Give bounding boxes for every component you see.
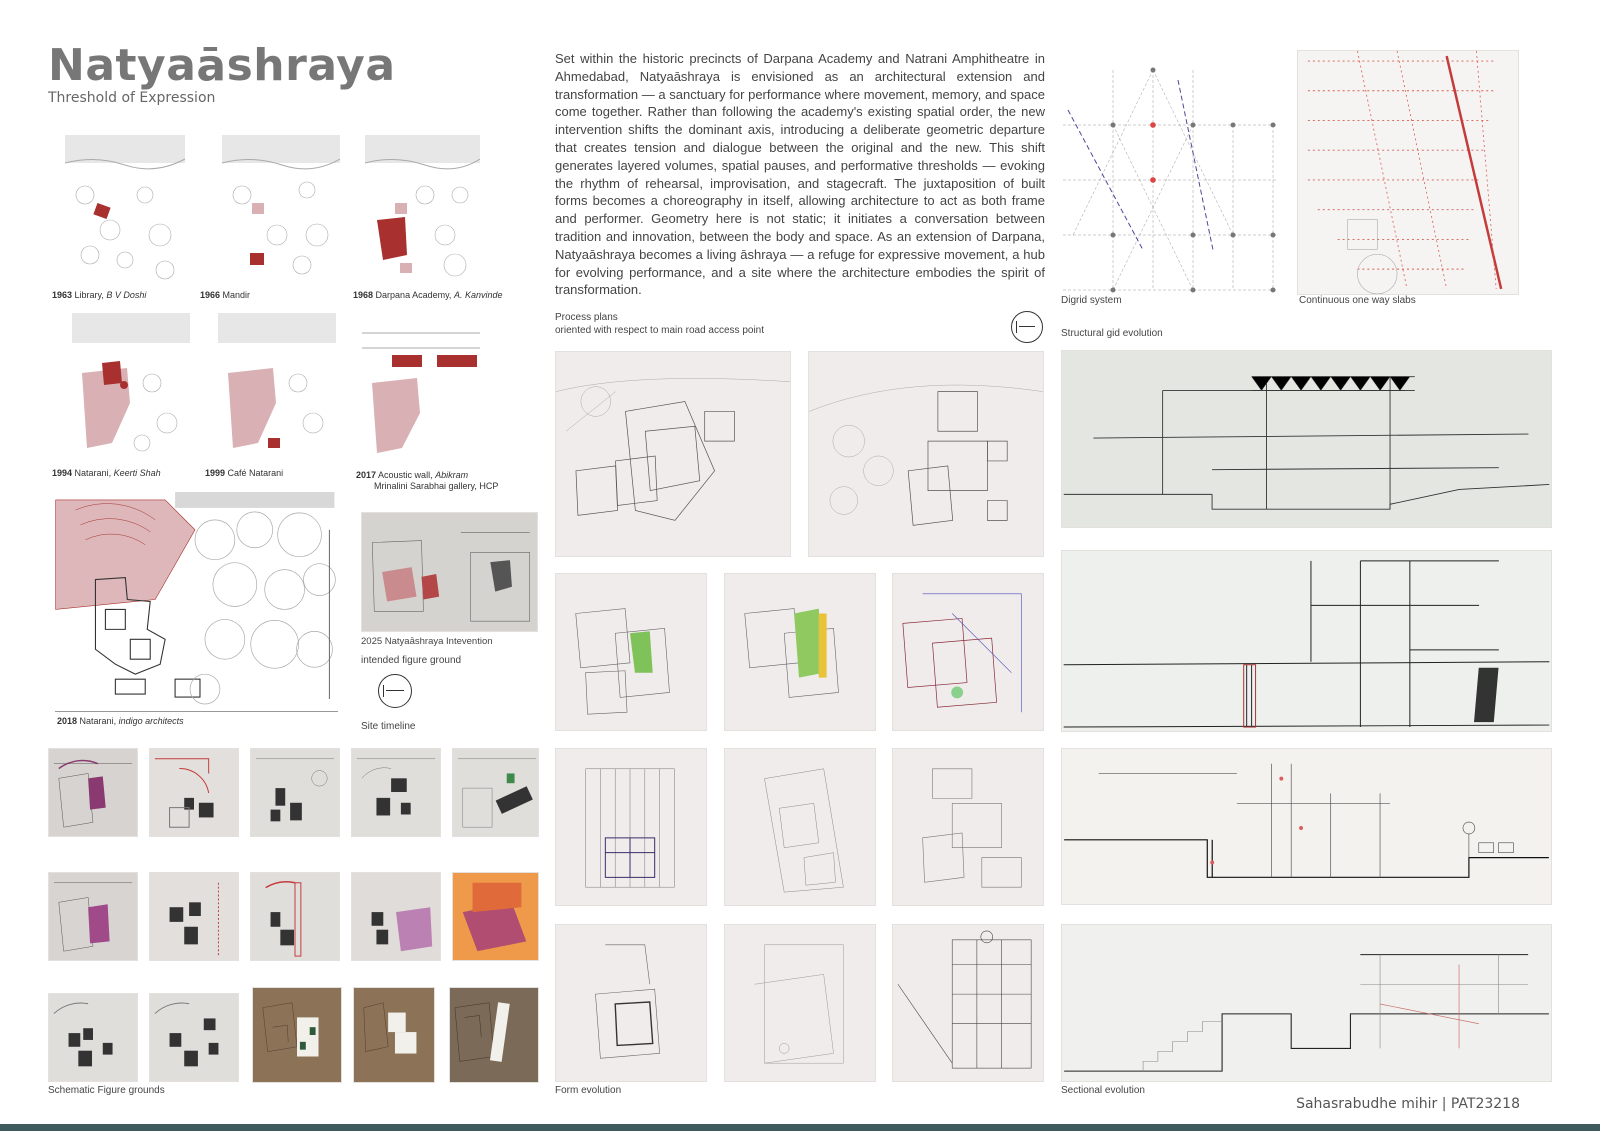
section-drawing-4 bbox=[1061, 924, 1552, 1082]
page-title: Natyaāshraya bbox=[48, 40, 396, 91]
site-plan-2018 bbox=[55, 490, 338, 712]
form-evolution-sketch bbox=[724, 573, 876, 731]
figure-ground-sketch bbox=[351, 872, 441, 961]
figure-ground-sketch bbox=[149, 872, 239, 961]
process-plans-subtitle: oriented with respect to main road access point bbox=[555, 325, 764, 336]
intervention-sublabel: intended figure ground bbox=[361, 655, 462, 666]
intervention-label: 2025 Natyaāshraya Intevention bbox=[361, 636, 493, 647]
north-arrow-icon bbox=[378, 674, 412, 708]
structural-caption: Structural gid evolution bbox=[1061, 328, 1163, 339]
sectional-evolution-caption: Sectional evolution bbox=[1061, 1085, 1145, 1096]
figure-grounds-caption: Schematic Figure grounds bbox=[48, 1085, 165, 1096]
figure-ground-sketch bbox=[250, 748, 340, 837]
process-plan-1 bbox=[555, 351, 791, 557]
caption-1966: 1966 Mandir bbox=[200, 290, 251, 300]
figure-ground-sketch bbox=[48, 993, 138, 1082]
author-credit: Sahasrabudhe mihir | PAT23218 bbox=[1296, 1096, 1520, 1112]
form-evolution-sketch bbox=[724, 748, 876, 906]
north-arrow-icon bbox=[1011, 311, 1043, 343]
section-drawing-2 bbox=[1061, 550, 1552, 732]
figure-ground-sketch bbox=[250, 872, 340, 961]
form-evolution-sketch bbox=[892, 573, 1044, 731]
process-plans-title: Process plans bbox=[555, 312, 618, 323]
site-plan-1963 bbox=[65, 135, 185, 290]
site-plan-1966 bbox=[222, 135, 340, 290]
figure-ground-sketch bbox=[48, 748, 138, 837]
model-photo bbox=[353, 987, 435, 1083]
figure-ground-sketch bbox=[48, 872, 138, 961]
form-evolution-sketch bbox=[555, 748, 707, 906]
figure-ground-sketch bbox=[149, 993, 239, 1082]
page-subtitle: Threshold of Expression bbox=[48, 90, 216, 106]
model-photo bbox=[449, 987, 539, 1083]
site-plan-1999 bbox=[218, 313, 336, 465]
intervention-figure-ground bbox=[361, 512, 538, 632]
section-drawing-1 bbox=[1061, 350, 1552, 528]
form-evolution-sketch bbox=[892, 748, 1044, 906]
figure-ground-sketch bbox=[149, 748, 239, 837]
project-description: Set within the historic precincts of Darpana Academy and Natrani Amphitheatre in Ahmedabad, Natyaāshraya is envisioned as an architectural extension and transformation — a sanctuary for performance where movement, memory, and space come together. Rather than following the academy's existing spatial order, the new intervention shifts the dominant axis, introducing a deliberate geometric departure that creates tension and dialogue between the original and the new. This shift generates layered volumes, spatial pauses, and performative thresholds — evoking the rhythm of rehearsal, improvisation, and stagecraft. The juxtaposition of built forms becomes a choreography in itself, allowing architecture to act as both frame and performer. Geometry here is not static; it initiates a conversation between tradition and innovation, between the body and space. As an extension of Darpana, Natyaāshraya becomes a living āshraya — a refuge for expressive movement, a hub for evolving performance, and a site where the architecture embodies the spirit of transformation. bbox=[555, 51, 1045, 298]
form-evolution-caption: Form evolution bbox=[555, 1085, 622, 1096]
caption-2018: 2018 Natarani, indigo architects bbox=[57, 716, 184, 726]
figure-ground-sketch bbox=[452, 748, 539, 837]
footer-bar bbox=[0, 1124, 1600, 1131]
site-plan-1994 bbox=[72, 313, 190, 465]
site-timeline-caption: Site timeline bbox=[361, 721, 416, 732]
model-photo bbox=[252, 987, 342, 1083]
process-plan-2 bbox=[808, 351, 1044, 557]
form-evolution-sketch bbox=[555, 573, 707, 731]
caption-1994: 1994 Natarani, Keerti Shah bbox=[52, 468, 161, 478]
slabs-caption: Continuous one way slabs bbox=[1299, 295, 1416, 306]
caption-2017-line2: Mrinalini Sarabhai gallery, HCP bbox=[374, 481, 499, 491]
caption-1999: 1999 Café Natarani bbox=[205, 468, 284, 478]
form-evolution-sketch bbox=[724, 924, 876, 1082]
section-drawing-3 bbox=[1061, 748, 1552, 905]
digrid-diagram bbox=[1063, 50, 1283, 295]
caption-1968: 1968 Darpana Academy, A. Kanvinde bbox=[353, 290, 503, 300]
site-plan-1968 bbox=[365, 135, 480, 290]
caption-1963: 1963 Library, B V Doshi bbox=[52, 290, 147, 300]
form-evolution-sketch bbox=[555, 924, 707, 1082]
site-plan-2017 bbox=[362, 313, 480, 465]
one-way-slabs-diagram bbox=[1297, 50, 1519, 295]
figure-ground-sketch bbox=[452, 872, 539, 961]
digrid-caption: Digrid system bbox=[1061, 295, 1122, 306]
caption-2017: 2017 Acoustic wall, Abikram bbox=[356, 470, 469, 480]
form-evolution-sketch bbox=[892, 924, 1044, 1082]
figure-ground-sketch bbox=[351, 748, 441, 837]
